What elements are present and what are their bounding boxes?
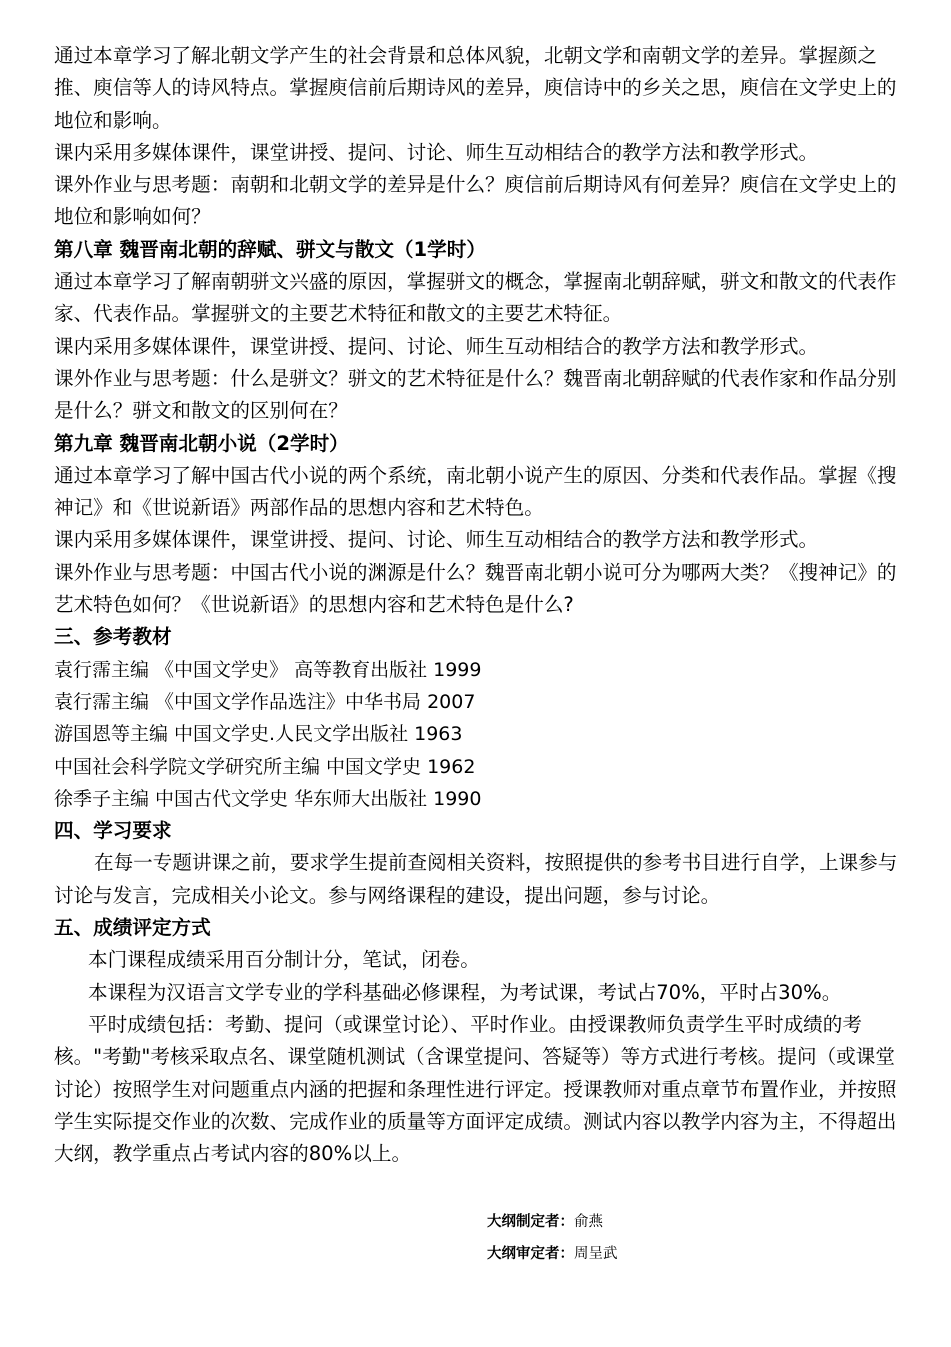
syllabus-maker-label: 大纲制定者： xyxy=(487,1214,574,1230)
ch7-methods: 课内采用多媒体课件，课堂讲授、提问、讨论、师生互动相结合的教学方法和教学形式。 xyxy=(54,140,819,164)
ch8-methods: 课内采用多媒体课件，课堂讲授、提问、讨论、师生互动相结合的教学方法和教学形式。 xyxy=(54,334,819,358)
sec5-daily-grade: 平时成绩包括：考勤、提问（或课堂讨论）、平时作业。由授课教师负责学生平时成绩的考核。"考勤"考核采取点名、课堂随机测试（含课堂提问、答疑等）等方式进行考核。提问（或课堂讨论）按照学生对问题重点内涵的把握和条理性进行评定。授课教师对重点章节布置作业，并按照学生实际提交作业的次数、完成作业的质量等方面评定成绩。测试内容以教学内容为主，不得超出大纲，教学重点占考试内容的80%以上。 xyxy=(54,1012,897,1166)
sec5-grading-method: 本门课程成绩采用百分制计分，笔试，闭卷。 xyxy=(88,948,480,972)
sec5-title: 五、成绩评定方式 xyxy=(54,916,211,940)
syllabus-maker xyxy=(487,1212,603,1232)
syllabus-reviewer-label: 大纲审定者： xyxy=(487,1246,574,1262)
ch9-methods: 课内采用多媒体课件，课堂讲授、提问、讨论、师生互动相结合的教学方法和教学形式。 xyxy=(54,528,819,552)
sec4-requirements: 在每一专题讲课之前，要求学生提前查阅相关资料，按照提供的参考书目进行自学，上课参与讨论与发言，完成相关小论文。参与网络课程的建设，提出问题，参与讨论。 xyxy=(54,851,898,907)
ch9-objectives: 通过本章学习了解中国古代小说的两个系统，南北朝小说产生的原因、分类和代表作品。掌握《搜神记》和《世说新语》两部作品的思想内容和艺术特色。 xyxy=(54,463,897,520)
sec4-title: 四、学习要求 xyxy=(54,819,172,843)
syllabus-reviewer-name: 周呈武 xyxy=(574,1246,618,1262)
ch9-homework: 课外作业与思考题：中国古代小说的渊源是什么？魏晋南北朝小说可分为哪两大类？《搜神记》的艺术特色如何？《世说新语》的思想内容和艺术特色是什么? xyxy=(54,560,897,617)
ch7-objectives: 通过本章学习了解北朝文学产生的社会背景和总体风貌，北朝文学和南朝文学的差异。掌握颜之推、庾信等人的诗风特点。掌握庾信前后期诗风的差异，庾信诗中的乡关之思，庾信在文学史上的地位和影响。 xyxy=(54,44,897,132)
ch9-title: 第九章 魏晋南北朝小说（2学时） xyxy=(54,431,349,455)
reference-item: 中国社会科学院文学研究所主编 中国文学史 1962 xyxy=(54,755,476,778)
sec3-title: 三、参考教材 xyxy=(54,625,172,649)
ch8-homework: 课外作业与思考题：什么是骈文？骈文的艺术特征是什么？魏晋南北朝辞赋的代表作家和作品分别是什么？骈文和散文的区别何在？ xyxy=(54,366,897,423)
ch8-title: 第八章 魏晋南北朝的辞赋、骈文与散文（1学时） xyxy=(54,237,486,261)
sec5-exam-ratio: 本课程为汉语言文学专业的学科基础必修课程，为考试课，考试占70%，平时占30%。 xyxy=(88,980,842,1004)
ch7-homework: 课外作业与思考题：南朝和北朝文学的差异是什么？庾信前后期诗风有何差异？庾信在文学史上的地位和影响如何？ xyxy=(54,173,897,229)
reference-item: 游国恩等主编 中国文学史.人民文学出版社 1963 xyxy=(54,723,463,746)
ch8-objectives: 通过本章学习了解南朝骈文兴盛的原因，掌握骈文的概念，掌握南北朝辞赋，骈文和散文的代表作家、代表作品。掌握骈文的主要艺术特征和散文的主要艺术特征。 xyxy=(54,270,897,326)
syllabus-reviewer xyxy=(487,1244,618,1264)
reference-item: 袁行霈主编 《中国文学作品选注》中华书局 2007 xyxy=(54,690,476,713)
reference-item: 徐季子主编 中国古代文学史 华东师大出版社 1990 xyxy=(54,787,482,810)
reference-item: 袁行霈主编 《中国文学史》 高等教育出版社 1999 xyxy=(54,658,482,681)
document-body xyxy=(54,40,900,1170)
syllabus-maker-name: 俞燕 xyxy=(574,1214,603,1230)
